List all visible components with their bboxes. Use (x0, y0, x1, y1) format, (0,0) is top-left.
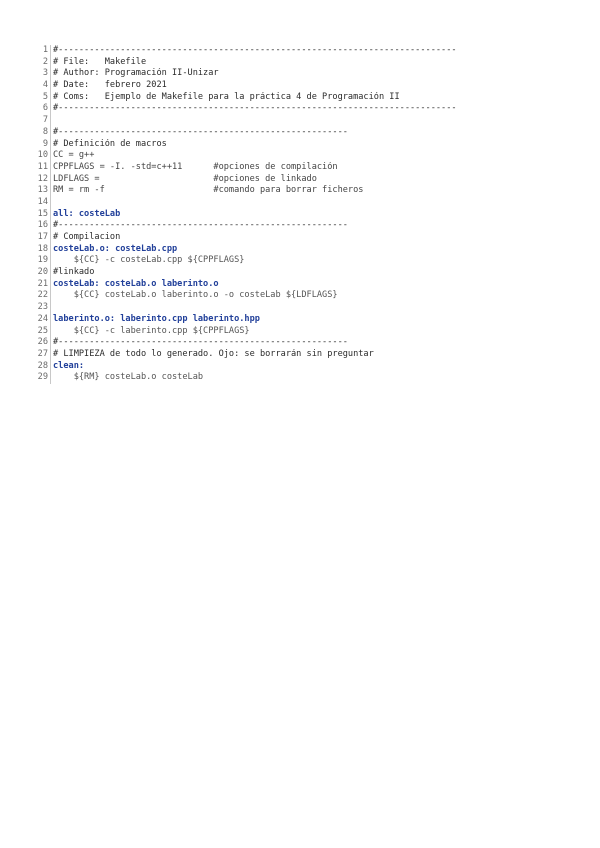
gutter-rule (50, 314, 51, 326)
gutter-rule (50, 197, 51, 209)
code-line (26, 361, 586, 373)
code-text: RM = rm -f #comando para borrar ficheros (53, 185, 364, 196)
code-line (26, 290, 586, 302)
makefile-code-listing (26, 45, 586, 384)
code-line (26, 92, 586, 104)
code-text: #linkado (53, 267, 95, 278)
code-text (53, 197, 586, 209)
code-text: #-------------------------------------------------------- (53, 337, 348, 348)
code-line (26, 314, 586, 326)
line-number: 29 (37, 372, 48, 383)
gutter-rule (50, 162, 51, 174)
gutter-rule (50, 337, 51, 349)
code-text: all: costeLab (53, 208, 121, 219)
code-text: # Compilacion (53, 232, 121, 242)
code-line (26, 127, 586, 139)
line-number: 5 (42, 91, 48, 102)
gutter-rule (50, 290, 51, 302)
code-text: # Author: Programación II-Unizar (53, 68, 219, 79)
code-line (26, 372, 586, 384)
line-number: 25 (37, 325, 48, 336)
line-number: 14 (37, 196, 48, 207)
code-line (26, 197, 586, 209)
code-line (26, 139, 586, 151)
code-line (26, 337, 586, 349)
gutter-rule (50, 361, 51, 373)
gutter-rule (50, 302, 51, 314)
gutter-rule (50, 326, 51, 338)
gutter-rule (50, 232, 51, 244)
code-text: CPPFLAGS = -I. -std=c++11 #opciones de compilación (53, 161, 338, 172)
line-number: 1 (42, 45, 48, 55)
code-text: ${CC} -c laberinto.cpp ${CPPFLAGS} (53, 325, 250, 336)
gutter-rule (50, 349, 51, 361)
gutter-rule (50, 92, 51, 104)
line-number: 27 (37, 348, 48, 359)
line-number: 2 (42, 56, 48, 67)
code-line (26, 232, 586, 244)
gutter-rule (50, 267, 51, 279)
code-line (26, 115, 586, 127)
line-number: 17 (37, 232, 48, 242)
code-line (26, 57, 586, 69)
code-line (26, 279, 586, 291)
line-number: 3 (42, 68, 48, 79)
line-number: 7 (42, 115, 48, 126)
code-line (26, 302, 586, 314)
code-text: ${RM} costeLab.o costeLab (53, 372, 204, 383)
code-text: ${CC} costeLab.o laberinto.o -o costeLab ${LDFLAGS} (53, 290, 338, 301)
code-text: #-------------------------------------------------------- (53, 126, 348, 137)
gutter-rule (50, 80, 51, 92)
line-number: 13 (37, 185, 48, 196)
gutter-rule (50, 103, 51, 115)
line-number: 6 (42, 103, 48, 114)
line-number: 22 (37, 290, 48, 301)
line-number: 18 (37, 243, 48, 254)
gutter-rule (50, 115, 51, 127)
code-line (26, 185, 586, 197)
code-text: CC = g++ (53, 150, 95, 161)
gutter-rule (50, 255, 51, 267)
code-text: # LIMPIEZA de todo lo generado. Ojo: se borrarán sin preguntar (53, 348, 374, 359)
line-number: 28 (37, 360, 48, 371)
code-line (26, 255, 586, 267)
code-text: #----------------------------------------------------------------------------- (53, 45, 457, 55)
code-line (26, 244, 586, 256)
code-text: costeLab.o: costeLab.cpp (53, 243, 178, 254)
line-number: 24 (37, 313, 48, 324)
code-text: laberinto.o: laberinto.cpp laberinto.hpp (53, 313, 260, 324)
code-text: # File: Makefile (53, 56, 147, 67)
code-line (26, 150, 586, 162)
gutter-rule (50, 45, 51, 57)
gutter-rule (50, 57, 51, 69)
line-number: 20 (37, 267, 48, 278)
code-line (26, 162, 586, 174)
gutter-rule (50, 68, 51, 80)
code-text: costeLab: costeLab.o laberinto.o (53, 278, 219, 289)
code-line (26, 349, 586, 361)
line-number: 9 (42, 138, 48, 149)
code-line (26, 68, 586, 80)
line-number: 21 (37, 278, 48, 289)
code-line (26, 267, 586, 279)
code-text: # Date: febrero 2021 (53, 80, 167, 91)
line-number: 12 (37, 173, 48, 184)
gutter-rule (50, 244, 51, 256)
gutter-rule (50, 372, 51, 384)
gutter-rule (50, 174, 51, 186)
line-number: 8 (42, 126, 48, 137)
line-number: 26 (37, 337, 48, 348)
code-text: # Definición de macros (53, 138, 167, 149)
code-line (26, 209, 586, 221)
gutter-rule (50, 139, 51, 151)
line-number: 15 (37, 208, 48, 219)
code-text (53, 115, 586, 127)
line-number: 23 (37, 302, 48, 313)
line-number: 19 (37, 255, 48, 266)
code-line (26, 220, 586, 232)
gutter-rule (50, 209, 51, 221)
code-text: # Coms: Ejemplo de Makefile para la práctica 4 de Programación II (53, 91, 400, 102)
code-text: #-------------------------------------------------------- (53, 220, 348, 231)
code-text: LDFLAGS = #opciones de linkado (53, 173, 317, 184)
gutter-rule (50, 185, 51, 197)
code-text: #----------------------------------------------------------------------------- (53, 103, 457, 114)
code-text: ${CC} -c costeLab.cpp ${CPPFLAGS} (53, 255, 245, 266)
code-text: clean: (53, 360, 85, 371)
gutter-rule (50, 150, 51, 162)
code-line (26, 174, 586, 186)
code-line (26, 80, 586, 92)
line-number: 11 (37, 161, 48, 172)
code-line (26, 103, 586, 115)
line-number: 16 (37, 220, 48, 231)
code-text (53, 302, 586, 314)
gutter-rule (50, 279, 51, 291)
code-line (26, 326, 586, 338)
code-line (26, 45, 586, 57)
line-number: 10 (37, 150, 48, 161)
gutter-rule (50, 220, 51, 232)
line-number: 4 (42, 80, 48, 91)
gutter-rule (50, 127, 51, 139)
